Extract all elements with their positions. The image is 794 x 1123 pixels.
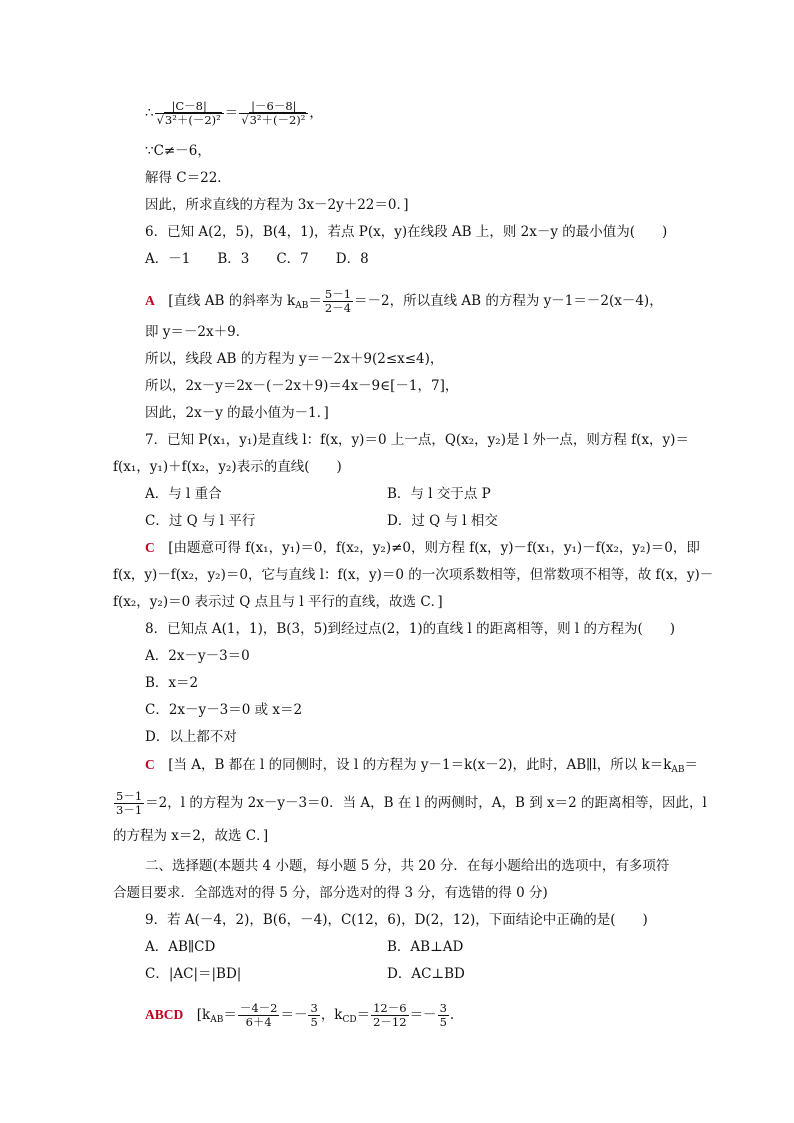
solution-line: 因此，2x－y 的最小值为－1．] bbox=[145, 405, 329, 421]
solution-line: f(x，y)－f(x₂，y₂)＝0，它与直线 l：f(x，y)＝0 的一次项系数相等，但常数项不相等，故 f(x，y)－ bbox=[113, 567, 714, 583]
fraction: $\frac{3}{5}$ bbox=[439, 1001, 447, 1029]
option-b: B．与 l 交于点 P bbox=[387, 486, 491, 502]
question-7-stem: 7．已知 P(x₁，y₁)是直线 l：f(x，y)＝0 上一点，Q(x₂，y₂)是 l 外一点，则方程 f(x，y)＝ bbox=[145, 432, 689, 448]
question-6-options: A．－1 B．3 C．7 D．8 bbox=[145, 251, 369, 267]
fraction: $\frac{5-1}{2-4}$ bbox=[324, 287, 352, 315]
question-8-stem: 8．已知点 A(1，1)，B(3，5)到经过点(2，1)的直线 l 的距离相等，则 l 的方程为( ) bbox=[145, 621, 676, 637]
section-header: 合题目要求．全部选对的得 5 分，部分选对的得 3 分，有选错的得 0 分) bbox=[113, 885, 548, 901]
question-8-solution: C [当 A，B 都在 l 的同侧时，设 l 的方程为 y－1＝k(x－2)，此时，AB∥l，所以 $k=k_{AB}=$ bbox=[145, 757, 698, 775]
fraction: $\frac{-4-2}{6+4}$ bbox=[239, 1001, 278, 1029]
question-7-stem: f(x₁，y₁)＋f(x₂，y₂)表示的直线( ) bbox=[113, 459, 342, 475]
solution-line: 解得 C＝22． bbox=[145, 170, 231, 186]
question-6-stem: 6．已知 A(2，5)，B(4，1)，若点 P(x，y)在线段 AB 上，则 2x－y 的最小值为( ) bbox=[145, 224, 668, 240]
answer-label: C bbox=[145, 540, 155, 555]
solution-line: 所以，线段 AB 的方程为 y＝－2x＋9(2≤x≤4)， bbox=[145, 351, 444, 367]
option-b: B．x＝2 bbox=[145, 675, 199, 691]
answer-label: ABCD bbox=[145, 1007, 184, 1022]
section-header: 二、选择题(本题共 4 小题，每小题 5 分，共 20 分．在每小题给出的选项中，有多项符 bbox=[145, 858, 670, 874]
answer-label: C bbox=[145, 757, 155, 772]
option-c: C．过 Q 与 l 平行 bbox=[145, 513, 256, 529]
solution-line: 即 y＝－2x＋9． bbox=[145, 324, 250, 340]
solution-line: 所以，2x－y＝2x－(－2x＋9)＝4x－9∈[－1，7]， bbox=[145, 378, 459, 394]
fraction: $\frac{|-6-8|}{\text{√3²＋(－2)²}}$ bbox=[239, 100, 308, 127]
option-d: D．过 Q 与 l 相交 bbox=[387, 513, 498, 529]
option-a: A．AB∥CD bbox=[145, 939, 216, 955]
question-7-solution: C [由题意可得 f(x₁，y₁)＝0，f(x₂，y₂)≠0，则方程 f(x，y)－f(x₁，y₁)－f(x₂，y₂)＝0，即 bbox=[145, 540, 700, 556]
solution-line: $\frac{5-1}{3-1}$ ＝2，l 的方程为 2x－y－3＝0．当 A，B 在 l 的两侧时，A，B 到 x＝2 的距离相等，因此，l bbox=[116, 789, 707, 817]
option-a: A．与 l 重合 bbox=[145, 486, 222, 502]
distance-equation: ∴ $\frac{|C-8|}{\text{√3²＋(－2)²}}$ ＝ $\frac{|-6-8|}{\text{√3²＋(－2)²}}$ ， bbox=[145, 99, 323, 127]
answer-label: A bbox=[145, 293, 155, 308]
question-9-solution: ABCD [$k_{AB}=$ $\frac{-4-2}{6+4}$ ＝－ $\frac{3}{5}$ ，$k_{CD}=$ $\frac{12-6}{2-12}$ ＝－ $\frac{3}{5}$ . bbox=[145, 1001, 455, 1029]
option-a: A．2x－y－3＝0 bbox=[145, 648, 250, 664]
option-c: C．2x－y－3＝0 或 x＝2 bbox=[145, 702, 303, 718]
fraction: $\frac{5-1}{3-1}$ bbox=[116, 789, 143, 817]
fraction: $\frac{12-6}{2-12}$ bbox=[373, 1001, 407, 1029]
question-6-solution: A [直线 AB 的斜率为 $k_{AB}=$ $\frac{5-1}{2-4}$ ＝－2，所以直线 AB 的方程为 y－1＝－2(x－4)， bbox=[145, 287, 663, 315]
option-b: B．AB⊥AD bbox=[387, 939, 464, 955]
solution-line: 的方程为 x＝2，故选 C．] bbox=[113, 828, 269, 844]
option-d: D．以上都不对 bbox=[145, 729, 237, 745]
fraction: $\frac{3}{5}$ bbox=[310, 1001, 318, 1029]
solution-line: ∵C≠－6， bbox=[145, 143, 211, 159]
solution-line: 因此，所求直线的方程为 3x－2y＋22＝0．] bbox=[145, 197, 409, 213]
solution-line: f(x₂，y₂)＝0 表示过 Q 点且与 l 平行的直线，故选 C．] bbox=[113, 594, 443, 610]
option-c: C．|AC|＝|BD| bbox=[145, 966, 242, 982]
fraction: $\frac{|C-8|}{\text{√3²＋(－2)²}}$ bbox=[155, 100, 224, 127]
option-d: D．AC⊥BD bbox=[387, 966, 465, 982]
question-9-stem: 9．若 A(－4，2)，B(6，－4)，C(12，6)，D(2，12)，下面结论中正确的是( ) bbox=[145, 912, 648, 928]
